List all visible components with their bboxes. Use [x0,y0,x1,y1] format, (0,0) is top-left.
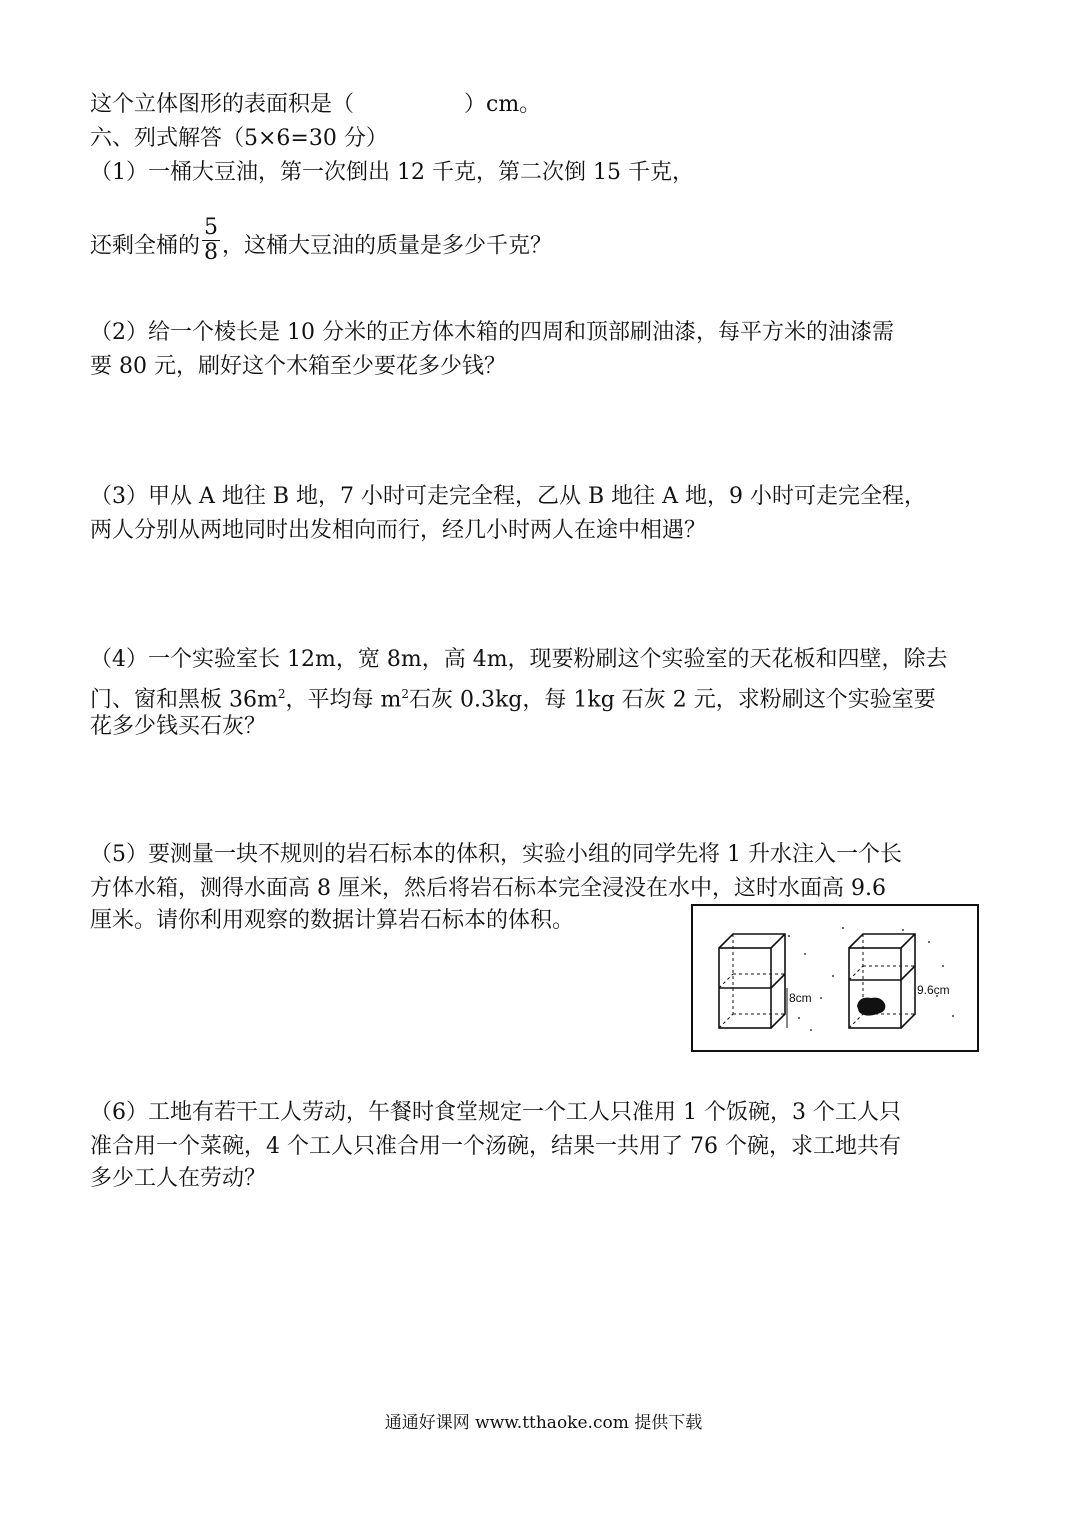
question-3-line-1: （3）甲从 A 地往 B 地，7 小时可走完全程，乙从 B 地往 A 地，9 小时可走完全程， [90,484,927,509]
fraction [202,216,220,265]
question-6-line-2: 准合用一个菜碗，4 个工人只准合用一个汤碗，结果一共用了 76 个碗，求工地共有 [90,1134,901,1159]
water-height-label-right: 9.6cm [917,983,950,997]
fraction-denominator: 8 [204,240,219,265]
question-2-line-1: （2）给一个棱长是 10 分米的正方体木箱的四周和顶部刷油漆，每平方米的油漆需 [90,320,894,345]
question-4-line-2 [90,679,936,715]
question-3-line-2: 两人分别从两地同时出发相向而行，经几小时两人在途中相遇？ [90,518,707,543]
question-5-line-2: 方体水箱，测得水面高 8 厘米，然后将岩石标本完全浸没在水中，这时水面高 9.6 [90,876,886,901]
superscript: 2 [277,687,286,701]
right-tank [849,934,915,1028]
section-title: 六、列式解答（5×6=30 分） [90,126,388,151]
fraction-numerator: 5 [204,215,219,240]
question-4-line-3: 花多少钱买石灰？ [90,714,267,739]
line-surface-area: 这个立体图形的表面积是（ ）cm。 [90,92,542,117]
water-tank-diagram [693,906,977,1050]
question-4-line-1: （4）一个实验室长 12m，宽 8m，高 4m，现要粉刷这个实验室的天花板和四壁，除去 [90,647,948,672]
page-footer: 通通好课网 www.tthaoke.com 提供下载 [384,1413,703,1433]
q4-text-pre: 门、窗和黑板 36m [90,687,278,713]
q1-text-post: ，这桶大豆油的质量是多少千克？ [222,233,553,259]
question-6-line-1: （6）工地有若干工人劳动，午餐时食堂规定一个工人只准用 1 个饭碗，3 个工人只 [90,1100,901,1125]
left-tank [719,934,787,1028]
water-height-label-left: 8cm [789,991,812,1005]
question-1-line-1: （1）一桶大豆油，第一次倒出 12 千克，第二次倒 15 千克， [90,160,694,185]
rock-sample [857,998,885,1016]
question-5-line-1: （5）要测量一块不规则的岩石标本的体积，实验小组的同学先将 1 升水注入一个长 [90,842,902,867]
q4-text-post: 石灰 0.3kg，每 1kg 石灰 2 元，求粉刷这个实验室要 [409,687,936,713]
q1-text-pre: 还剩全桶的 [90,233,201,259]
superscript: 2 [401,687,409,701]
question-1-line-2 [90,215,553,271]
question-2-line-2: 要 80 元，刷好这个木箱至少要花多少钱？ [90,354,506,379]
question-5-line-3: 厘米。请你利用观察的数据计算岩石标本的体积。 [90,908,575,933]
q4-text-mid: ，平均每 m [285,687,402,713]
question-6-line-3: 多少工人在劳动？ [90,1166,267,1191]
water-tank-figure [691,904,979,1052]
